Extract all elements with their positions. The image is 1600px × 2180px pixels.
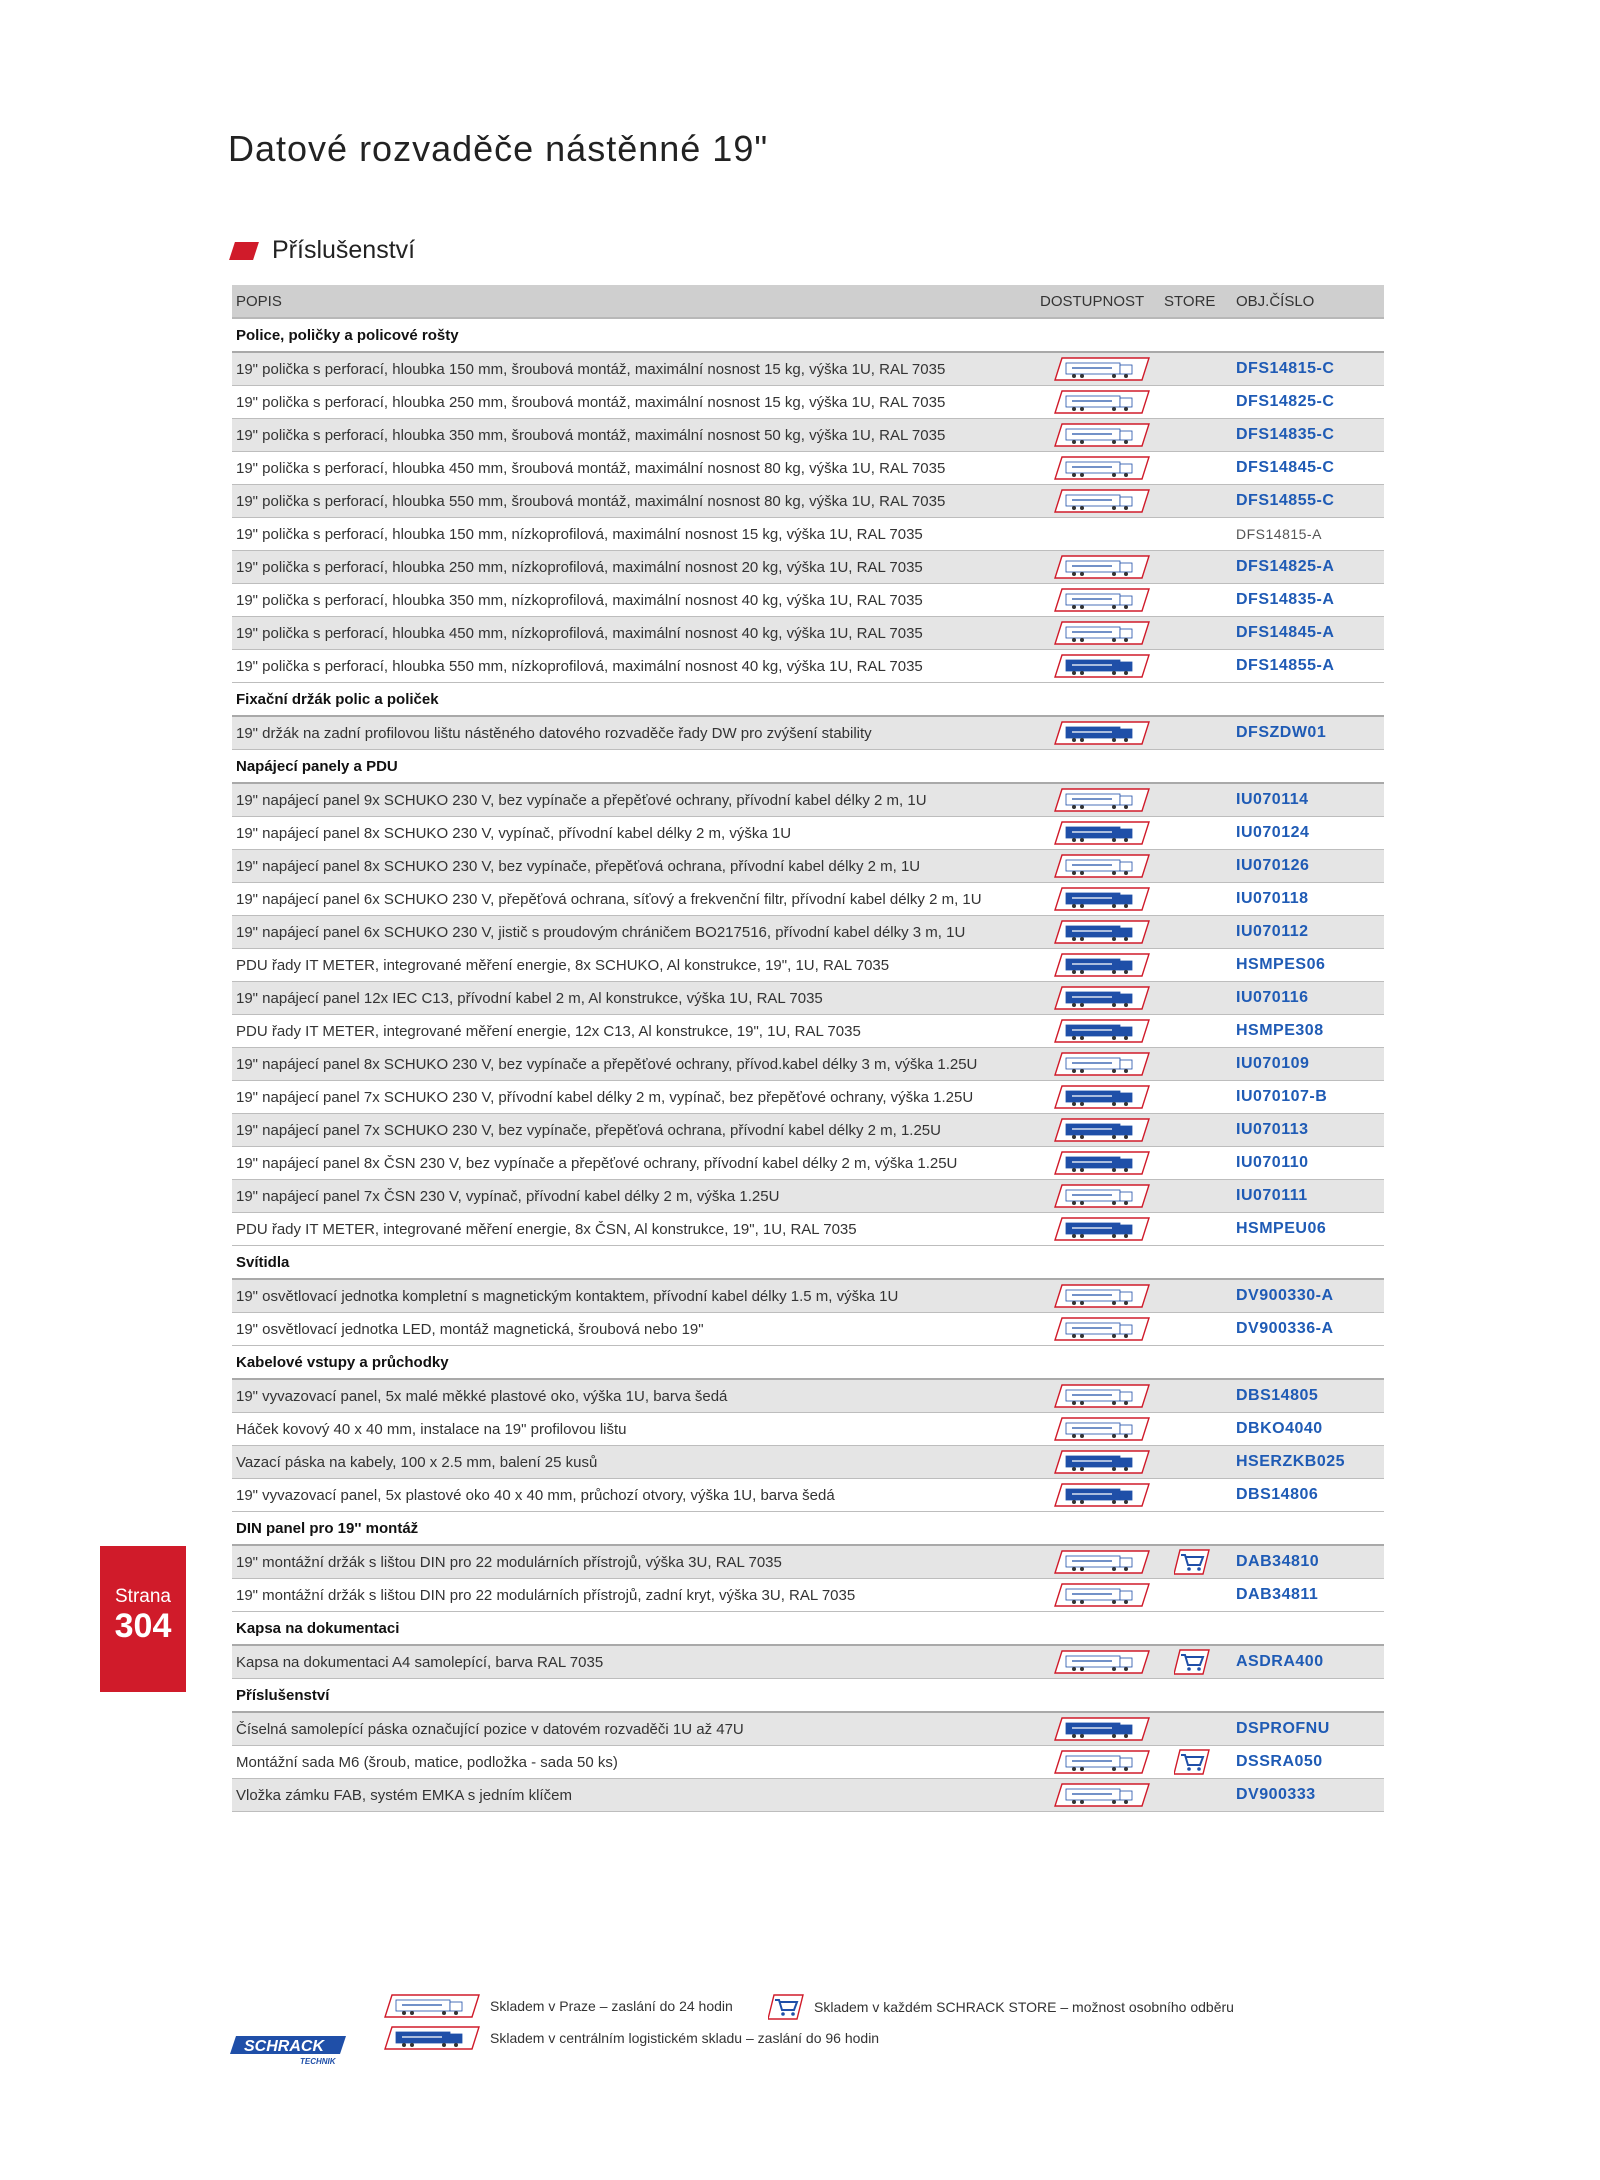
order-code: DFS14825-A [1236,558,1335,575]
order-code: DFS14835-A [1236,591,1335,608]
group-row [232,1346,1384,1380]
item-description: PDU řady IT METER, integrované měření energie, 8x SCHUKO, Al konstrukce, 19", 1U, RAL 7035 [236,956,890,974]
item-description: 19" vyvazovací panel, 5x malé měkké plastové oko, výška 1U, barva šedá [236,1387,728,1405]
order-code: DSPROFNU [1236,1720,1330,1737]
item-description: 19" osvětlovací jednotka LED, montáž magnetická, šroubová nebo 19" [236,1320,704,1338]
item-description: Háček kovový 40 x 40 mm, instalace na 19" profilovou lištu [236,1420,627,1438]
item-description: 19" napájecí panel 8x SCHUKO 230 V, vypínač, přívodní kabel délky 2 m, výška 1U [236,824,792,842]
order-code: DFSZDW01 [1236,724,1327,741]
table-row [232,1147,1384,1180]
order-code: IU070110 [1236,1154,1309,1171]
table-body [232,319,1384,1812]
table-row [232,784,1384,817]
blue-truck-icon [1040,986,1164,1010]
blue-truck-icon [1040,887,1164,911]
table-row [232,485,1384,518]
item-description: 19" napájecí panel 9x SCHUKO 230 V, bez vypínače a přepěťové ochrany, přívodní kabel délky 2 m, 1U [236,791,927,809]
order-code: DFS14825-C [1236,393,1335,410]
logo-subtext: TECHNIK [300,2057,336,2066]
legend-prague-text: Skladem v Praze – zaslání do 24 hodin [490,1998,733,2014]
group-row [232,1612,1384,1646]
group-row [232,750,1384,784]
item-description: 19" napájecí panel 6x SCHUKO 230 V, jistič s proudovým chráničem BO217516, přívodní kabel délky 3 m, 1U [236,923,966,941]
white-truck-icon [1040,1317,1164,1341]
blue-truck-icon [1040,953,1164,977]
table-row [232,1746,1384,1779]
table-row [232,1114,1384,1147]
white-truck-icon [1040,456,1164,480]
section-heading [232,236,415,265]
white-truck-icon [1040,1550,1164,1574]
order-code: DFS14815-C [1236,360,1335,377]
blue-truck-icon [1040,920,1164,944]
white-truck-icon [1040,555,1164,579]
item-description: 19" osvětlovací jednotka kompletní s magnetickým kontaktem, přívodní kabel délky 1.5 m, výška 1U [236,1287,899,1305]
blue-truck-icon [1040,1717,1164,1741]
item-description: 19" montážní držák s lištou DIN pro 22 modulárních přístrojů, výška 3U, RAL 7035 [236,1553,782,1571]
legend-central [384,2026,879,2050]
legend-store [768,1994,1234,2020]
blue-truck-icon [1040,821,1164,845]
order-code: DV900336-A [1236,1320,1334,1337]
table-row [232,584,1384,617]
white-truck-icon [1040,1750,1164,1774]
legend [230,1990,1380,2070]
table-row [232,1646,1384,1679]
item-description: 19" napájecí panel 6x SCHUKO 230 V, přepěťová ochrana, síťový a frekvenční filtr, přívodní kabel délky 2 m, 1U [236,890,982,908]
order-code: IU070126 [1236,857,1310,874]
white-truck-icon [1040,1583,1164,1607]
table-row [232,419,1384,452]
table-row [232,1479,1384,1512]
white-truck-icon [1040,423,1164,447]
store-cart-icon [768,1994,804,2020]
order-code: IU070116 [1236,989,1309,1006]
item-description: 19" polička s perforací, hloubka 450 mm, šroubová montáž, maximální nosnost 80 kg, výška 1U, RAL 7035 [236,459,946,477]
group-title: Kapsa na dokumentaci [236,1619,400,1637]
logo-text: SCHRACK [244,2038,324,2055]
table-row [232,386,1384,419]
order-code: HSMPE308 [1236,1022,1324,1039]
group-title: Napájecí panely a PDU [236,757,398,775]
table-row [232,850,1384,883]
item-description: 19" napájecí panel 8x SCHUKO 230 V, bez vypínače a přepěťové ochrany, přívod.kabel délky 3 m, výška 1.25U [236,1055,978,1073]
table-row [232,1081,1384,1114]
blue-truck-icon [1040,1151,1164,1175]
group-title: Fixační držák polic a poliček [236,690,439,708]
table-row [232,617,1384,650]
header-availability: DOSTUPNOST [1040,292,1145,310]
white-truck-icon [1040,1783,1164,1807]
item-description: 19" polička s perforací, hloubka 250 mm, nízkoprofilová, maximální nosnost 20 kg, výška 1U, RAL 7035 [236,558,923,576]
order-code: DFS14845-C [1236,459,1335,476]
order-code: HSMPEU06 [1236,1220,1327,1237]
blue-truck-icon [1040,721,1164,745]
table-row [232,1579,1384,1612]
white-truck-icon [1040,588,1164,612]
item-description: 19" polička s perforací, hloubka 150 mm, nízkoprofilová, maximální nosnost 15 kg, výška 1U, RAL 7035 [236,525,923,543]
white-truck-icon [1040,390,1164,414]
group-row [232,319,1384,353]
header-code: OBJ.ČÍSLO [1236,292,1315,310]
legend-prague [384,1994,733,2018]
table-row [232,650,1384,683]
order-code: DFS14835-C [1236,426,1335,443]
order-code: HSERZKB025 [1236,1453,1346,1470]
table-row [232,717,1384,750]
white-truck-icon [1040,1284,1164,1308]
item-description: 19" polička s perforací, hloubka 250 mm, šroubová montáž, maximální nosnost 15 kg, výška 1U, RAL 7035 [236,393,946,411]
page-tab-label: Strana [115,1586,171,1607]
blue-truck-icon [1040,1217,1164,1241]
white-truck-icon [1040,357,1164,381]
order-code: IU070114 [1236,791,1309,808]
store-cart-icon [1164,1549,1220,1575]
white-truck-icon [1040,1052,1164,1076]
order-code: IU070118 [1236,890,1309,907]
table-row [232,1015,1384,1048]
order-code: ASDRA400 [1236,1653,1324,1670]
item-description: 19" polička s perforací, hloubka 550 mm, šroubová montáž, maximální nosnost 80 kg, výška 1U, RAL 7035 [236,492,946,510]
table-row [232,353,1384,386]
item-description: 19" napájecí panel 8x SCHUKO 230 V, bez vypínače, přepěťová ochrana, přívodní kabel délky 2 m, 1U [236,857,921,875]
white-truck-icon [1040,621,1164,645]
page-number: 304 [114,1607,172,1645]
item-description: PDU řady IT METER, integrované měření energie, 8x ČSN, Al konstrukce, 19", 1U, RAL 7035 [236,1220,857,1238]
white-truck-icon [1040,788,1164,812]
group-title: Svítidla [236,1253,290,1271]
item-description: 19" napájecí panel 7x SCHUKO 230 V, přívodní kabel délky 2 m, vypínač, bez přepěťové ochrany, výška 1.25U [236,1088,974,1106]
white-truck-icon [1040,1384,1164,1408]
group-title: Příslušenství [236,1686,330,1704]
item-description: Kapsa na dokumentaci A4 samolepící, barva RAL 7035 [236,1653,604,1671]
item-description: 19" polička s perforací, hloubka 350 mm, šroubová montáž, maximální nosnost 50 kg, výška 1U, RAL 7035 [236,426,946,444]
item-description: Číselná samolepící páska označující pozice v datovém rozvaděči 1U až 47U [236,1720,744,1738]
blue-truck-icon [1040,1085,1164,1109]
product-table [232,285,1384,1812]
table-row [232,982,1384,1015]
item-description: 19" vyvazovací panel, 5x plastové oko 40 x 40 mm, průchozí otvory, výška 1U, barva šedá [236,1486,835,1504]
page-title: Datové rozvaděče nástěnné 19" [228,128,769,169]
blue-truck-icon [1040,1483,1164,1507]
order-code: IU070109 [1236,1055,1310,1072]
order-code: DFS14855-C [1236,492,1335,509]
legend-store-text: Skladem v každém SCHRACK STORE – možnost osobního odběru [814,1999,1234,2015]
order-code: DSSRA050 [1236,1753,1323,1770]
group-row [232,683,1384,717]
item-description: 19" napájecí panel 7x SCHUKO 230 V, bez vypínače, přepěťová ochrana, přívodní kabel délky 2 m, 1.25U [236,1121,941,1139]
white-truck-icon [1040,854,1164,878]
header-store: STORE [1164,292,1216,310]
white-truck-icon [1040,489,1164,513]
item-description: 19" polička s perforací, hloubka 550 mm, nízkoprofilová, maximální nosnost 40 kg, výška 1U, RAL 7035 [236,657,923,675]
item-description: 19" napájecí panel 7x ČSN 230 V, vypínač, přívodní kabel délky 2 m, výška 1.25U [236,1187,780,1205]
order-code: DV900330-A [1236,1287,1334,1304]
blue-truck-icon [1040,654,1164,678]
order-code: DFS14855-A [1236,657,1335,674]
table-row [232,1313,1384,1346]
table-row [232,1713,1384,1746]
blue-truck-icon [1040,1019,1164,1043]
order-code: IU070112 [1236,923,1309,940]
white-truck-icon [384,1994,480,2018]
item-description: 19" držák na zadní profilovou lištu nástěného datového rozvaděče řady DW pro zvýšení stability [236,724,872,742]
item-description: PDU řady IT METER, integrované měření energie, 12x C13, Al konstrukce, 19", 1U, RAL 7035 [236,1022,861,1040]
blue-truck-icon [384,2026,480,2050]
table-row [232,1180,1384,1213]
order-code: DAB34810 [1236,1553,1320,1570]
white-truck-icon [1040,1650,1164,1674]
item-description: 19" polička s perforací, hloubka 450 mm, nízkoprofilová, maximální nosnost 40 kg, výška 1U, RAL 7035 [236,624,923,642]
table-row [232,949,1384,982]
group-row [232,1512,1384,1546]
store-cart-icon [1164,1749,1220,1775]
order-code: IU070113 [1236,1121,1309,1138]
table-row [232,916,1384,949]
table-row [232,1280,1384,1313]
table-row [232,1779,1384,1812]
order-code: IU070124 [1236,824,1310,841]
order-code: IU070107-B [1236,1088,1328,1105]
table-row [232,883,1384,916]
item-description: 19" napájecí panel 12x IEC C13, přívodní kabel 2 m, Al konstrukce, výška 1U, RAL 7035 [236,989,823,1007]
group-row [232,1679,1384,1713]
item-description: 19" polička s perforací, hloubka 150 mm, šroubová montáž, maximální nosnost 15 kg, výška 1U, RAL 7035 [236,360,946,378]
group-title: Kabelové vstupy a průchodky [236,1353,449,1371]
order-code: DV900333 [1236,1786,1316,1803]
table-row [232,1446,1384,1479]
order-code: DBS14806 [1236,1486,1319,1503]
group-title: Police, poličky a policové rošty [236,326,459,344]
section-marker [229,242,259,260]
page-number-tab [100,1546,186,1692]
table-row [232,817,1384,850]
order-code: IU070111 [1236,1187,1308,1204]
order-code: HSMPES06 [1236,956,1326,973]
schrack-logo [230,2032,350,2066]
order-code: DBKO4040 [1236,1420,1323,1437]
group-row [232,1246,1384,1280]
order-code: DAB34811 [1236,1586,1319,1603]
table-row [232,1213,1384,1246]
item-description: Vložka zámku FAB, systém EMKA s jedním klíčem [236,1786,572,1804]
white-truck-icon [1040,1417,1164,1441]
table-row [232,1048,1384,1081]
group-title: DIN panel pro 19'' montáž [236,1519,419,1537]
white-truck-icon [1040,1184,1164,1208]
table-header [232,285,1384,319]
legend-central-text: Skladem v centrálním logistickém skladu – zaslání do 96 hodin [490,2030,880,2046]
table-row [232,1546,1384,1579]
item-description: 19" napájecí panel 8x ČSN 230 V, bez vypínače a přepěťové ochrany, přívodní kabel délky 2 m, výška 1.25U [236,1154,958,1172]
order-code: DBS14805 [1236,1387,1319,1404]
item-description: Vazací páska na kabely, 100 x 2.5 mm, balení 25 kusů [236,1453,598,1471]
item-description: 19" polička s perforací, hloubka 350 mm, nízkoprofilová, maximální nosnost 40 kg, výška 1U, RAL 7035 [236,591,923,609]
order-code: DFS14815-A [1236,526,1322,542]
blue-truck-icon [1040,1450,1164,1474]
table-row [232,551,1384,584]
table-row [232,518,1384,551]
item-description: Montážní sada M6 (šroub, matice, podložka - sada 50 ks) [236,1753,618,1771]
table-row [232,1413,1384,1446]
header-description: POPIS [236,292,282,310]
blue-truck-icon [1040,1118,1164,1142]
order-code: DFS14845-A [1236,624,1335,641]
item-description: 19" montážní držák s lištou DIN pro 22 modulárních přístrojů, zadní kryt, výška 3U, RAL 7035 [236,1586,856,1604]
section-title: Příslušenství [272,236,416,264]
store-cart-icon [1164,1649,1220,1675]
table-row [232,452,1384,485]
table-row [232,1380,1384,1413]
